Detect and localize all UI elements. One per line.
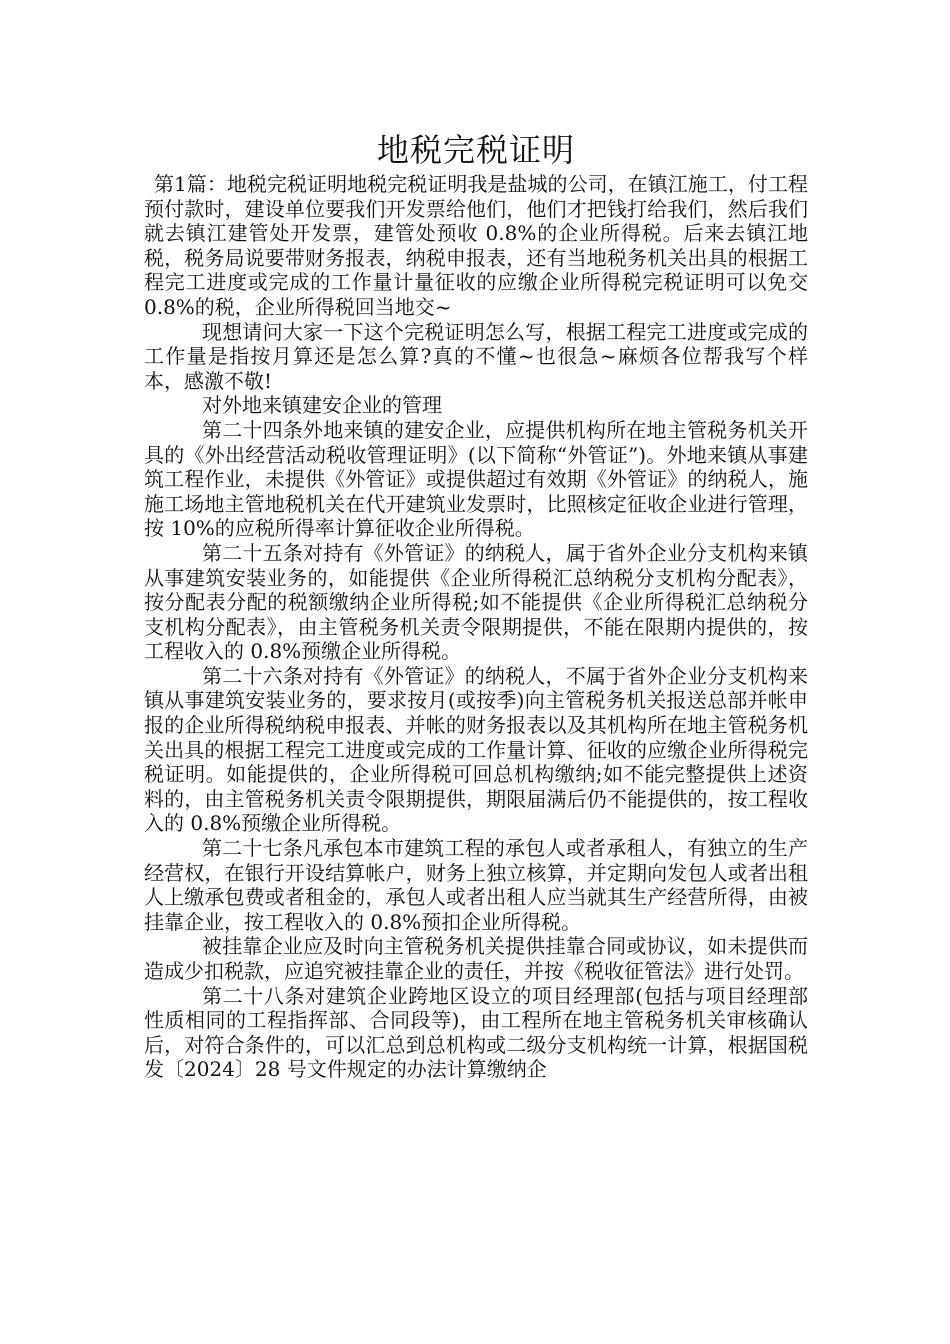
document-page — [144, 0, 808, 1082]
paragraph-article-28: 第二十八条对建筑企业跨地区设立的项目经理部(包括与项目经理部性质相同的工程指挥部、合同段等)，由工程所在地主管税务机关审核确认后，对符合条件的，可以汇总到总机构或二级分支机构统一计算，根据国税发〔2024〕28 号文件规定的办法计算缴纳企 — [144, 983, 808, 1082]
paragraph-article-27: 第二十七条凡承包本市建筑工程的承包人或者承租人，有独立的生产经营权，在银行开设结算帐户，财务上独立核算，并定期向发包人或者出租人上缴承包费或者租金的，承包人或者出租人应当就其生产经营所得，由被挂靠企业，按工程收入的 0.8%预扣企业所得税。 — [144, 836, 808, 934]
section-heading: 对外地来镇建安企业的管理 — [202, 393, 442, 418]
paragraph-article-25: 第二十五条对持有《外管证》的纳税人，属于省外企业分支机构来镇从事建筑安装业务的，如能提供《企业所得税汇总纳税分支机构分配表》，按分配表分配的税额缴纳企业所得税;如不能提供《企业所得税汇总纳税分支机构分配表》，由主管税务机关责令限期提供，不能在限期内提供的，按工程收入的 0.8%预缴企业所得税。 — [144, 540, 808, 664]
paragraph-affiliation: 被挂靠企业应及时向主管税务机关提供挂靠合同或协议，如未提供而造成少扣税款，应追究被挂靠企业的责任，并按《税收征管法》进行处罚。 — [144, 934, 808, 983]
document-title: 地税完税证明 — [376, 131, 575, 169]
paragraph-intro: 第1篇：地税完税证明地税完税证明我是盐城的公司，在镇江施工，付工程预付款时，建设单位要我们开发票给他们，他们才把钱打给我们，然后我们就去镇江建管处开发票，建管处预收 0.8%的企业所得税。后来去镇江地税，税务局说要带财务报表，纳税申报表，还有当地税务机关出具的根据工程完工进度或完成的工作量计量征收的应缴企业所得税完税证明可以免交 0.8%的税，企业所得税回当地交~ — [144, 172, 808, 319]
paragraph-question: 现想请问大家一下这个完税证明怎么写，根据工程完工进度或完成的工作量是指按月算还是怎么算?真的不懂~也很急~麻烦各位帮我写个样本，感激不敬! — [144, 319, 808, 393]
paragraph-article-24: 第二十四条外地来镇的建安企业，应提供机构所在地主管税务机关开具的《外出经营活动税收管理证明》(以下简称“外管证”)。外地来镇从事建筑工程作业，未提供《外管证》或提供超过有效期《外管证》的纳税人，施施工场地主管地税机关在代开建筑业发票时，比照核定征收企业进行管理，按 10%的应税所得率计算征收企业所得税。 — [144, 417, 808, 541]
paragraph-article-26: 第二十六条对持有《外管证》的纳税人，不属于省外企业分支机构来镇从事建筑安装业务的，要求按月(或按季)向主管税务机关报送总部并帐申报的企业所得税纳税申报表、并帐的财务报表以及其机构所在地主管税务机关出具的根据工程完工进度或完成的工作量计算、征收的应缴企业所得税完税证明。如能提供的，企业所得税可回总机构缴纳;如不能完整提供上述资料的，由主管税务机关责令限期提供，期限届满后仍不能提供的，按工程收入的 0.8%预缴企业所得税。 — [144, 663, 808, 836]
